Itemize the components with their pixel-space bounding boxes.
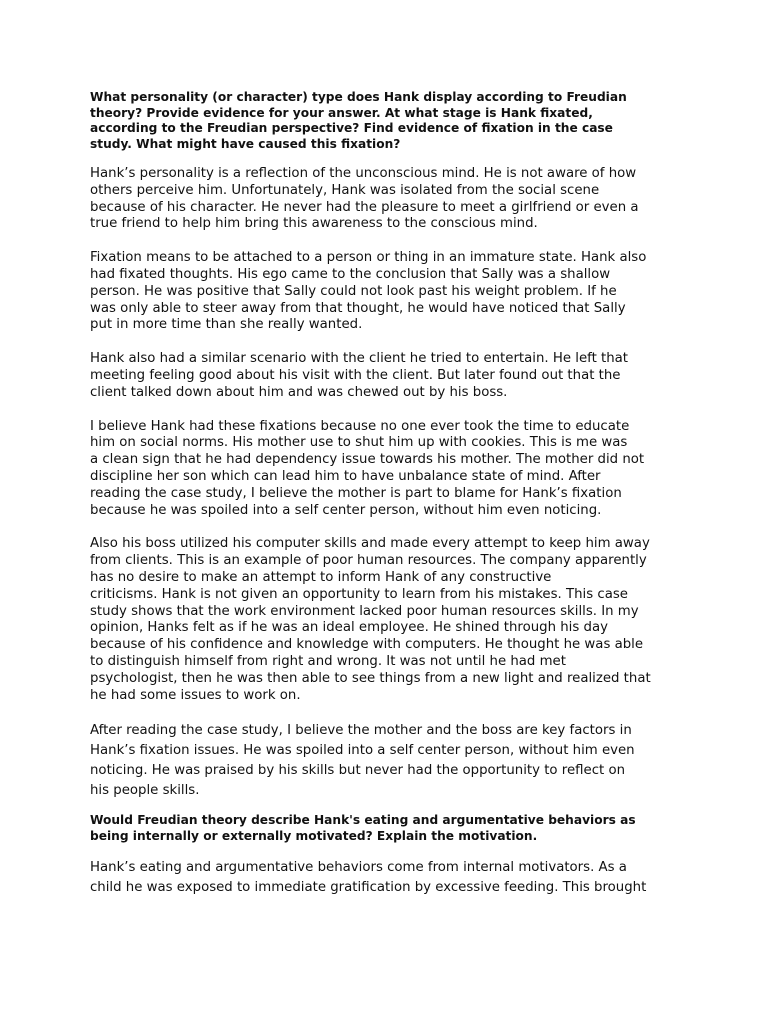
text-line: Also his boss utilized his computer skills and made every attempt to keep him away	[90, 536, 650, 552]
text-line: meeting feeling good about his visit with the client. But later found out that the	[90, 367, 621, 383]
text-line: reading the case study, I believe the mother is part to blame for Hank’s fixation	[90, 485, 622, 501]
paragraph-client	[90, 351, 690, 401]
text-line: others perceive him. Unfortunately, Hank was isolated from the social scene	[90, 182, 600, 198]
text-line: person. He was positive that Sally could not look past his weight problem. If he	[90, 283, 617, 299]
text-line: according to the Freudian perspective? Find evidence of fixation in the case	[90, 121, 613, 135]
text-line: study shows that the work environment lacked poor human resources skills. In my	[90, 603, 639, 619]
paragraph-motivation	[90, 858, 690, 898]
question-1	[90, 90, 690, 152]
text-line: Hank’s personality is a reflection of the unconscious mind. He is not aware of how	[90, 166, 637, 181]
text-line: study. What might have caused this fixation?	[90, 136, 401, 151]
paragraph-fixation	[90, 250, 690, 334]
text-line: was only able to steer away from that thought, he would have noticed that Sally	[90, 300, 626, 316]
text-line: psychologist, then he was then able to see things from a new light and realized that	[90, 670, 651, 686]
text-line: has no desire to make an attempt to inform Hank of any constructive	[90, 569, 552, 585]
text-line: because of his character. He never had the pleasure to meet a girlfriend or even a	[90, 199, 639, 215]
paragraph-personality	[90, 166, 690, 233]
text-line: I believe Hank had these fixations because no one ever took the time to educate	[90, 418, 630, 434]
text-line: criticisms. Hank is not given an opportunity to learn from his mistakes. This case	[90, 586, 628, 602]
paragraph-mother	[90, 419, 690, 520]
text-line: him on social norms. His mother use to shut him up with cookies. This is me was	[90, 435, 628, 451]
text-line: Fixation means to be attached to a person or thing in an immature state. Hank also	[90, 250, 647, 266]
text-line: Hank’s fixation issues. He was spoiled into a self center person, without him even	[90, 743, 635, 759]
question-2	[90, 813, 690, 844]
text-line: child he was exposed to immediate gratification by excessive feeding. This brought	[90, 880, 647, 896]
text-line: opinion, Hanks felt as if he was an ideal employee. He shined through his day	[90, 620, 608, 636]
paragraph-boss	[90, 536, 690, 704]
text-line: being internally or externally motivated? Explain the motivation.	[90, 828, 538, 843]
text-line: discipline her son which can lead him to have unbalance state of mind. After	[90, 468, 601, 484]
text-line: What personality (or character) type does Hank display according to Freudian	[90, 90, 627, 104]
text-line: Hank also had a similar scenario with the client he tried to entertain. He left that	[90, 351, 629, 367]
text-line: because he was spoiled into a self center person, without him even noticing.	[90, 502, 602, 518]
document-page	[90, 90, 690, 910]
text-line: put in more time than she really wanted.	[90, 317, 363, 333]
text-line: theory? Provide evidence for your answer. At what stage is Hank fixated,	[90, 105, 593, 120]
text-line: Would Freudian theory describe Hank's eating and argumentative behaviors as	[90, 813, 636, 828]
text-line: After reading the case study, I believe the mother and the boss are key factors in	[90, 723, 632, 739]
text-line: from clients. This is an example of poor human resources. The company apparently	[90, 553, 647, 569]
text-line: Hank’s eating and argumentative behaviors come from internal motivators. As a	[90, 860, 627, 876]
text-line: true friend to help him bring this awareness to the conscious mind.	[90, 216, 538, 232]
text-line: because of his confidence and knowledge with computers. He thought he was able	[90, 637, 644, 653]
text-line: he had some issues to work on.	[90, 687, 301, 703]
text-line: client talked down about him and was chewed out by his boss.	[90, 384, 508, 400]
text-line: noticing. He was praised by his skills but never had the opportunity to reflect on	[90, 763, 626, 779]
text-line: had fixated thoughts. His ego came to the conclusion that Sally was a shallow	[90, 266, 611, 282]
text-line: a clean sign that he had dependency issue towards his mother. The mother did not	[90, 452, 645, 468]
paragraph-conclusion	[90, 721, 690, 801]
text-line: his people skills.	[90, 783, 200, 799]
text-line: to distinguish himself from right and wrong. It was not until he had met	[90, 653, 566, 669]
